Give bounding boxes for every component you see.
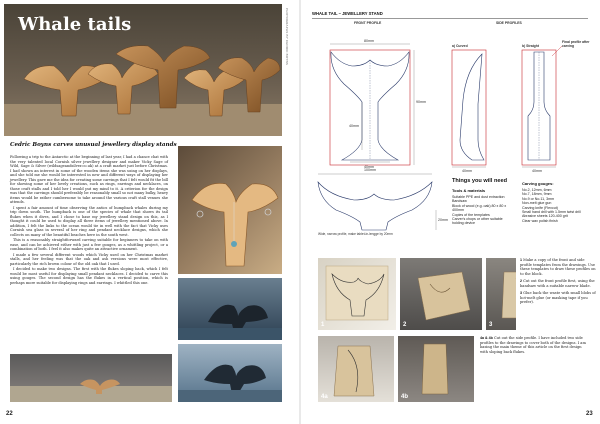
list-item: Carver's chops or other suitable holding device [452, 217, 503, 226]
dim-height: 90mm [416, 100, 426, 104]
step-photo-2 [400, 258, 482, 330]
whale-fluke-illustration [178, 344, 282, 402]
step-text: Make a copy of the front and side profile templates from the drawings. Use these templates to draw these profiles on to the block. [520, 258, 596, 276]
whale-dive-illustration [178, 278, 282, 340]
paragraph: This is a reasonably straightforward carving suitable for beginners to take on with ease, and can be achieved either with just a few gouges, as a whittling project, or a combination of both. I feel it also makes quite an attractive ornament. [10, 238, 168, 251]
dim-bottom-height: 20mm [438, 218, 448, 222]
article-body [10, 155, 168, 285]
gouges-heading: Carving gouges: [522, 181, 554, 186]
list-item: Block of wood (e.g. oak) 80 x 80 x 400mm [452, 203, 507, 213]
paragraph: I decided to make two designs. The first with the flukes sloping back, which I felt would be most useful for displaying small pendant necklaces. I decided to carve this using gouges. The second design has the flukes in a vertical position, which is perhaps more suitable for displaying rings and earrings. I whittled this one. [10, 267, 168, 285]
photo-whale-dive [178, 278, 282, 340]
photo-number: 2 [403, 322, 407, 328]
side-profile-cut-illustration [318, 336, 394, 402]
paragraph: I made a few several different woods which Vicky used on her Christmas market stalls, and her feeling was that the oak and ash versions were most effective, particularly the rich brown colour of the old oak that I used. [10, 252, 168, 266]
step-photo-1 [318, 258, 396, 330]
template-on-block-illustration [318, 258, 396, 330]
plan-view-drawing [300, 170, 460, 240]
step-text-block [480, 336, 590, 356]
dim-base: 40mm [364, 165, 374, 169]
photo-whale-fluke [178, 344, 282, 402]
straight-label: b) Straight [522, 44, 539, 48]
step-number: 1 [520, 258, 522, 262]
technical-drawing [300, 0, 600, 170]
dim-top: 80mm [364, 39, 374, 43]
curved-label: a) Curved [452, 44, 468, 48]
drawing-header: WHALE TAIL – JEWELLERY STAND [312, 11, 383, 16]
tools-heading: Tools & materials [452, 188, 486, 193]
page-title: Whale tails [18, 14, 132, 35]
final-profile-note: Final profile after carving [562, 40, 590, 48]
list-item: No.2, 12mm, 6mm [522, 188, 552, 192]
list-item: Small hand drill with 1.5mm twist drill [522, 210, 581, 215]
dim-side-2: 40mm [532, 169, 542, 173]
dim-inner: 40mm [349, 124, 359, 128]
step-item [480, 336, 590, 354]
page-number-right: 23 [586, 411, 593, 417]
step-text: Cut out the front profile first, using the bandsaw with a suitable narrow blade. [520, 279, 595, 288]
bandsaw-cut-illustration [400, 258, 482, 330]
step-number: 3 [520, 291, 522, 295]
step-text: Glue back the waste with small blobs of hot-melt glue (or masking tape if you prefer). [520, 291, 596, 304]
side-profiles-label: SIDE PROFILES [496, 21, 522, 25]
right-page [300, 0, 600, 424]
tools-list [452, 195, 514, 226]
step-number: 4a & 4b [480, 336, 493, 340]
list-item: Abrasive sheets 120-400 grit [522, 214, 568, 219]
list-item: Suitable PPE and dust extraction [452, 195, 505, 199]
photo-number: 3 [489, 322, 493, 328]
photo-number: 4a [321, 394, 328, 400]
list-item: Bandsaw [452, 199, 467, 204]
dim-bottom-width: 100mm [364, 168, 376, 172]
list-item: Copies of the templates [452, 212, 490, 217]
photo-number: 1 [321, 322, 325, 328]
photo-jewellery-display [178, 146, 282, 274]
list-item: Non-melt glue gun [522, 201, 552, 206]
step-item [520, 258, 596, 276]
steps-right-column [520, 258, 596, 305]
step-item [520, 291, 596, 305]
small-carvings-illustration [10, 354, 172, 402]
paragraph: I spent a fair amount of time observing the antics of humpback whales during my trip down south. The humpback is one of the species of whale that shows its tail flukes when it dives, and I chose to base my jewellery stand design on this, as I thought it could be used to display all three items of jewellery mentioned above. In addition, I felt the links to the ocean would tie in well with the fact that Vicky uses Cornish sea glass in several of her ring and pendant necklace designs, which she collects on many of the beautiful beaches here in the south west. [10, 205, 168, 237]
paragraph: Following a trip to the Antarctic at the beginning of last year, I had a chance chat with the very talented local Cornish silver jewellery designer and maker Vicky Sage of Wild, Sage & Silver (wildsageandsilver.co.uk) at a craft market just before Christmas. I had shown an interest in some of the wooden items she was using on her displays, and she told me she would be interested in new and different ways of displaying her jewellery. This gave me the idea for creating some carvings that I felt would fit the bill for showing some of her lovely creations, such as rings, earrings and necklaces, on those craft stalls and I told her I would put my mind to it. A criterion for the design was that the carvings should preferably be reasonably small so not many bulky, heavy items would be rather cumbersome to take around the various craft stall venues she attends. [10, 155, 168, 204]
step-photo-4b [398, 336, 474, 402]
page-number-left: 22 [6, 411, 13, 417]
front-profile-label: FRONT PROFILE [354, 21, 382, 25]
hero-photo [4, 4, 282, 136]
dim-side-1: 40mm [462, 169, 472, 173]
photo-credit: PHOTOGRAPHS BY CEDRIC BOYNS [285, 8, 289, 66]
glued-block-illustration [486, 258, 516, 330]
step-text: Cut out the side profile. I have included two side profiles to the drawings to cover both of the designs. I am basing the main theme of this article on the first design with sloping back flukes. [480, 336, 586, 354]
list-item: Carving knife (Flexcut) [522, 205, 558, 210]
jewellery-display-illustration [178, 146, 282, 274]
article-subtitle: Cedric Boyns carves unusual jewellery display stands [10, 142, 177, 148]
step-item [520, 279, 596, 288]
things-heading: Things you will need [452, 178, 508, 184]
list-item: No.9 or No.11, 3mm [522, 196, 555, 201]
gouges-list [522, 188, 590, 223]
list-item: Clear wax polish finish [522, 218, 558, 223]
photo-small-carvings [10, 354, 172, 402]
step-photo-3 [486, 258, 516, 330]
step-photo-4a [318, 336, 394, 402]
drawing-caption: Wide, narrow profile, make tablet-in-lengge by 20mm [318, 232, 393, 236]
step-number: 2 [520, 279, 522, 283]
photo-number: 4b [401, 394, 409, 400]
list-item: No.7, 18mm, 9mm [522, 192, 552, 197]
carved-blank-illustration [398, 336, 474, 402]
